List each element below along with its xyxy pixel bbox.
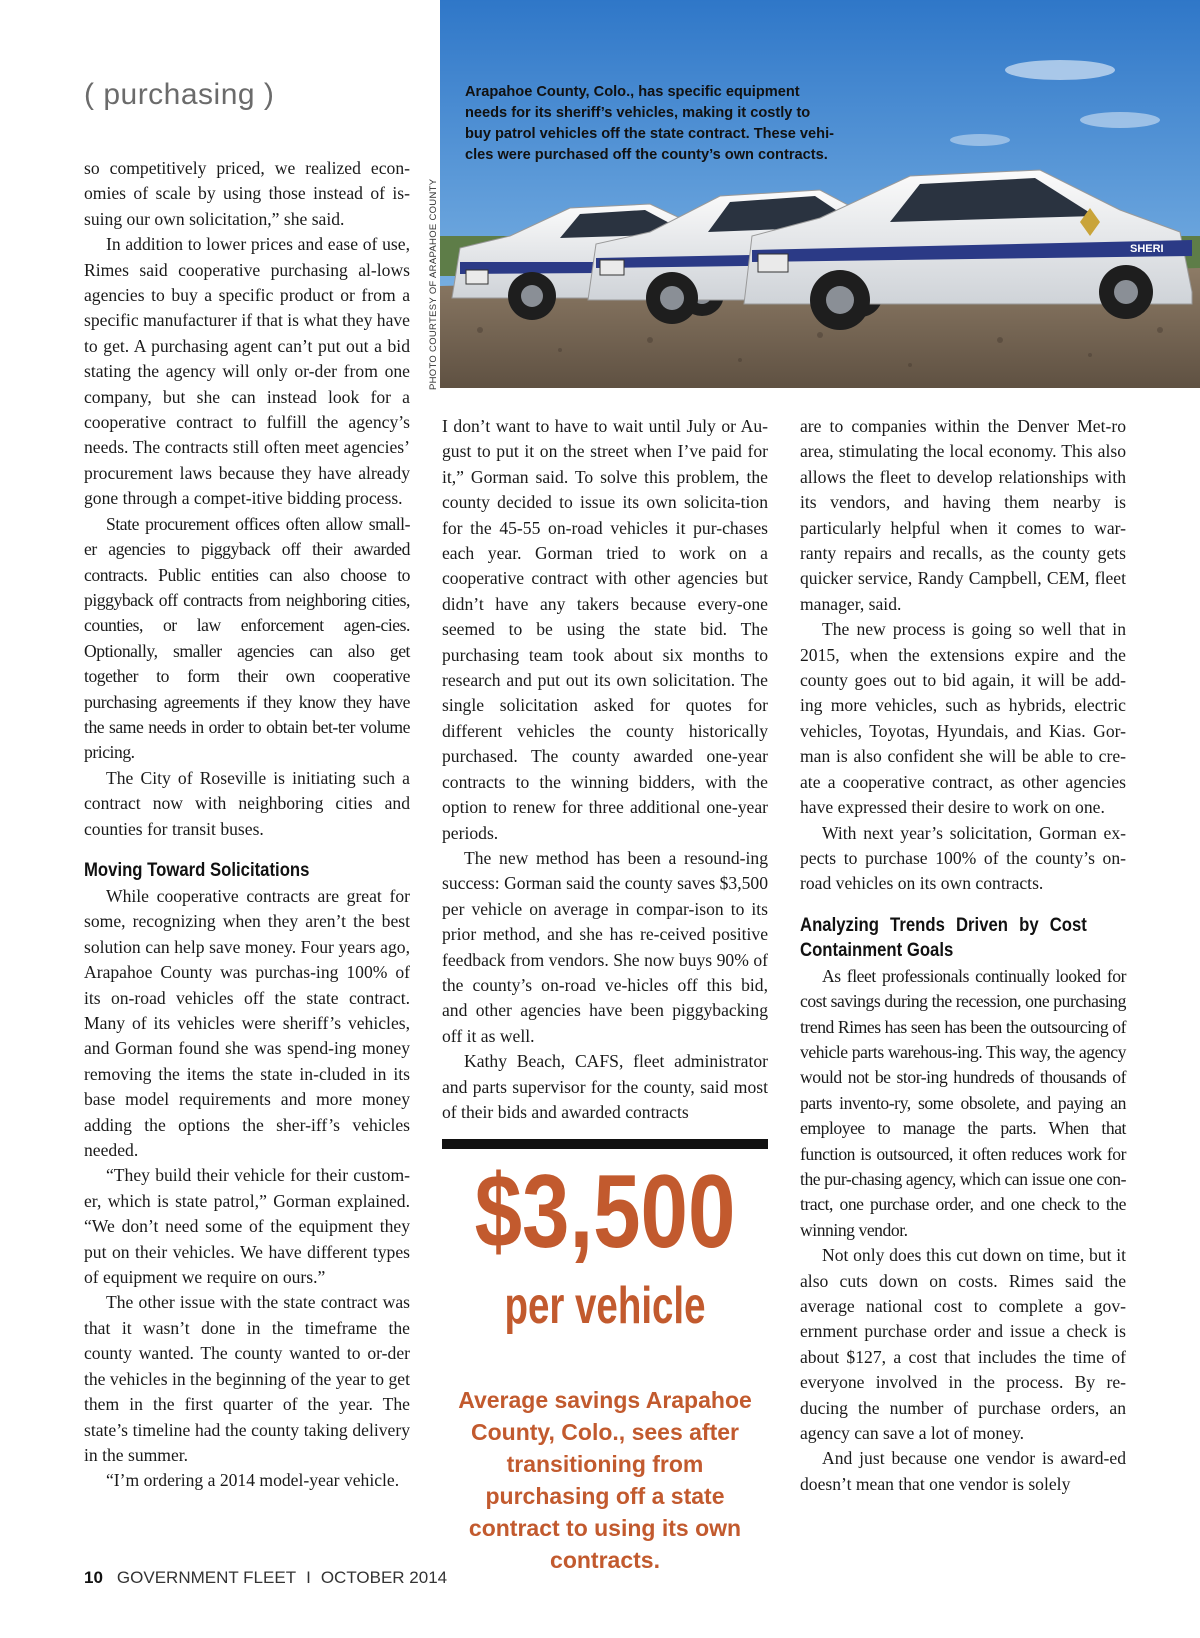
col3-paragraph-6: And just because one vendor is award-ed doesn’t mean that one vendor is solely <box>800 1448 1126 1494</box>
pull-quote-amount: $3,500 <box>474 1154 736 1270</box>
col2-paragraph-2: The new method has been a resound-ing success: Gorman said the county saves $3,500 per vehicle on average in compar-ison to its prior method, and she has re-ceived positive feedback from vendors. She now buys 90% of the county’s on-road ve-hicles off this bid, and other agencies have been piggybacking off it as well. <box>442 847 768 1046</box>
article-column-1 <box>84 156 410 1494</box>
col3-paragraph-4: As fleet professionals continually looked for cost savings during the recession, one purchasing trend Rimes has seen has been the outsourcing of vehicle parts warehous-ing. This way, the agency would not be stor-ing hundreds of thousands of parts invento-ry, some obsolete, and paying an employee to manage the parts. When that function is outsourced, it often reduces work for the pur-chasing agency, which can issue one con-tract, one purchase order, and one check to the winning vendor. <box>800 965 1126 1240</box>
pull-quote-text: Average savings Arapahoe County, Colo., sees after transitioning from purchasing off a state contract to using its own contracts. <box>458 1387 752 1573</box>
article-column-2 <box>442 414 768 1125</box>
page-footer <box>84 1568 447 1588</box>
subheading-analyzing-trends: Analyzing Trends Driven by Cost Containment Goals <box>800 914 1087 961</box>
article-column-3 <box>800 414 1126 1497</box>
section-label: ( purchasing ) <box>84 78 275 111</box>
photo-credit <box>428 178 442 392</box>
footer-separator: I <box>306 1568 311 1587</box>
col3-paragraph-2: The new process is going so well that in 2015, when the extensions expire and the county goes out to bid again, it will be add-ing more vehicles, such as hybrids, electric vehicles, Toyotas, Hyundais, and Kias. Gor-man is also confident she will be able to cre-ate a cooperative contract, as other agencies have expressed their desire to work on one. <box>800 619 1126 818</box>
col3-paragraph-1: are to companies within the Denver Met-ro area, stimulating the local economy. This also allows the fleet to develop relationships with its vendors, and having them nearby is particularly helpful when it comes to war-ranty repairs and recalls, as the county gets quicker service, Randy Campbell, CEM, fleet manager, said. <box>800 416 1126 614</box>
page-number: 10 <box>84 1568 103 1587</box>
publication-name: GOVERNMENT FLEET <box>116 1568 297 1587</box>
col1-paragraph-3: State procurement offices often allow small-er agencies to piggyback off their awarded contracts. Public entities can also choose to piggyback off contracts from neighboring cities, counties, or law enforcement agen-cies. Optionally, smaller agencies can also get together to form their own cooperative purchasing agreements if they know they have the same needs in order to obtain bet-ter volume pricing. <box>84 513 410 763</box>
col1-paragraph-8: “I’m ordering a 2014 model-year vehicle. <box>106 1470 400 1491</box>
col1-paragraph-6: “They build their vehicle for their custom-er, which is state patrol,” Gorman explained. “We don’t need some of the equipment they put on their vehicles. We have different types of equipment we require on ours.” <box>84 1165 410 1288</box>
issue-date: OCTOBER 2014 <box>320 1568 448 1587</box>
photo-caption: Arapahoe County, Colo., has specific equipment needs for its sheriff’s vehicles, making it costly to buy patrol vehicles off the state contract. These vehi-cles were purchased off the county’s own contracts. <box>465 84 834 163</box>
col1-paragraph-4: The City of Roseville is initiating such a contract now with neighboring cities and counties for transit buses. <box>84 767 410 839</box>
subheading-moving-toward-solicitations: Moving Toward Solicitations <box>84 859 310 881</box>
col3-paragraph-3: With next year’s solicitation, Gorman ex-pects to purchase 100% of the county’s on-road vehicles on its own contracts. <box>800 822 1126 894</box>
col1-paragraph-2: In addition to lower prices and ease of use, Rimes said cooperative purchasing al-lows agencies to buy a specific product or from a specific manufacturer if that is what they have to get. A purchasing agent can’t put out a bid stating the agency will only or-der from one company, but she can instead look for a cooperative contract to fulfill the agency’s needs. The contracts still often meet agencies’ procurement laws because they have already gone through a compet-itive bidding process. <box>84 234 410 509</box>
photo-credit-text: PHOTO COURTESY OF ARAPAHOE COUNTY <box>428 178 439 390</box>
col1-paragraph-7: The other issue with the state contract was that it wasn’t done in the timeframe the county wanted. The county wanted to or-der the vehicles in the beginning of the year to get them in the first quarter of the year. The state’s timeline had the county taking delivery in the summer. <box>84 1292 410 1465</box>
col2-paragraph-3: Kathy Beach, CAFS, fleet administrator and parts supervisor for the county, said most of their bids and awarded contracts <box>442 1051 768 1122</box>
sheriff-vehicles-photo <box>440 0 1200 388</box>
col1-paragraph-5: While cooperative contracts are great for some, recognizing when they aren’t the best solution can help save money. Four years ago, Arapahoe County was purchas-ing 100% of its on-road vehicles off the state contract. Many of its vehicles were sheriff’s vehicles, and Gorman found she was spend-ing money removing the items the state in-cluded in its base model requirements and more money adding the options the sher-iff’s vehicles needed. <box>84 885 410 1161</box>
pull-quote-unit: per vehicle <box>504 1277 706 1335</box>
door-lettering: SHERI <box>1130 243 1164 255</box>
col1-paragraph-1: so competitively priced, we realized econ-omies of scale by using those instead of is-suing our own solicitation,” she said. <box>84 158 410 229</box>
col3-paragraph-5: Not only does this cut down on time, but it also cuts down on costs. Rimes said the average national cost to complete a gov-ernment purchase order and issue a check is about $127, a cost that includes the time of everyone involved in the process. By re-ducing the number of purchase orders, an agency can save a lot of money. <box>800 1245 1126 1444</box>
pull-quote-rule <box>442 1139 768 1149</box>
col2-paragraph-1: I don’t want to have to wait until July or Au-gust to put it on the street when I’ve paid for it,” Gorman said. To solve this problem, the county decided to issue its own solicita-tion for the 45-55 on-road vehicles it pur-chases each year. Gorman tried to work on a cooperative contract with other agencies but didn’t have any takers because every-one seemed to be using the state bid. The purchasing team took about six months to research and put out its own solicitation. The single solicitation asked for quotes for different vehicles the county historically purchased. The county awarded one-year contracts to the winning bidders, with the option to renew for three additional one-year periods. <box>442 416 768 843</box>
